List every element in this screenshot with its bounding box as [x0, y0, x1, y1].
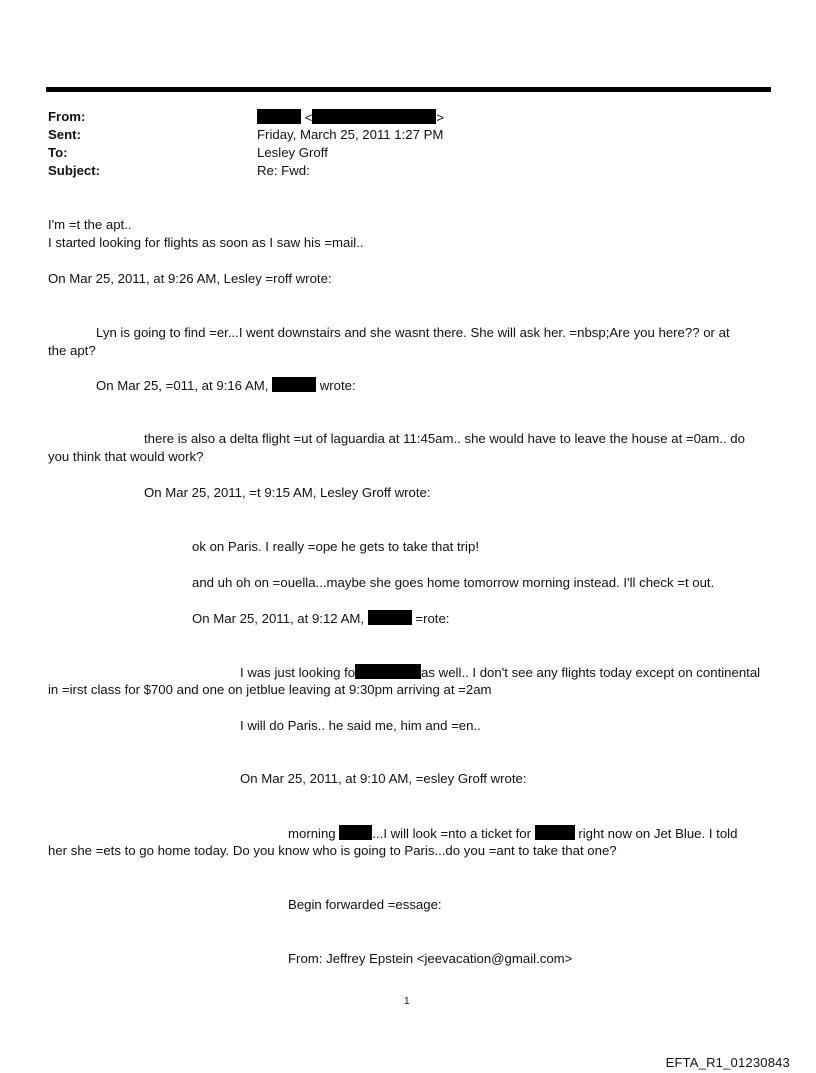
body-line [240, 664, 760, 680]
header-rule [46, 87, 771, 92]
body-line: I started looking for flights as soon as I saw his =mail.. [48, 235, 364, 250]
body-line: I will do Paris.. he said me, him and =en.. [240, 718, 481, 733]
attribution-text: wrote: [319, 378, 356, 393]
page-number: 1 [404, 996, 410, 1007]
redaction-box [257, 109, 301, 124]
forwarded-from: From: Jeffrey Epstein <jeevacation@gmail.com> [288, 951, 573, 966]
body-line: and uh oh on =ouella...maybe she goes home tomorrow morning instead. I'll check =t out. [192, 575, 715, 590]
body-line: there is also a delta flight =ut of laguardia at 11:45am.. she would have to leave the house at =0am.. do [144, 431, 745, 446]
redaction-box [535, 825, 575, 840]
redaction-box [368, 610, 412, 625]
body-text: ...I will look =nto a ticket for [372, 826, 532, 841]
subject-label: Subject: [48, 163, 101, 178]
body-line: her she =ets to go home today. Do you know who is going to Paris...do you =ant to take that one? [48, 843, 617, 858]
body-line: Lyn is going to find =er...I went downstairs and she wasnt there. She will ask her. =nbsp;Are you here?? or at [96, 325, 730, 340]
sent-value: Friday, March 25, 2011 1:27 PM [257, 127, 444, 142]
to-value: Lesley Groff [257, 145, 328, 160]
body-text: I was just looking fo [240, 665, 356, 680]
to-label: To: [48, 145, 68, 160]
attribution-text: On Mar 25, 2011, at 9:12 AM, [192, 611, 365, 626]
body-line: Begin forwarded =essage: [288, 897, 442, 912]
body-line: you think that would work? [48, 449, 204, 464]
body-line: ok on Paris. I really =ope he gets to take that trip! [192, 539, 479, 554]
quote-attribution [192, 610, 449, 626]
body-line: I'm =t the apt.. [48, 217, 132, 232]
attribution-text: On Mar 25, =011, at 9:16 AM, [96, 378, 269, 393]
quote-attribution: On Mar 25, 2011, at 9:10 AM, =esley Groff wrote: [240, 771, 527, 786]
redaction-box [339, 825, 372, 840]
body-line: the apt? [48, 343, 96, 358]
body-line: in =irst class for $700 and one on jetblue leaving at 9:30pm arriving at =2am [48, 682, 492, 697]
quote-attribution [96, 377, 356, 393]
bates-number: EFTA_R1_01230843 [665, 1055, 790, 1070]
quote-attribution: On Mar 25, 2011, =t 9:15 AM, Lesley Groff wrote: [144, 485, 431, 500]
redaction-box [312, 109, 436, 124]
body-text: as well.. I don't see any flights today except on continental [421, 665, 761, 680]
from-lt: < [304, 110, 313, 125]
from-gt: > [436, 110, 445, 125]
quote-attribution: On Mar 25, 2011, at 9:26 AM, Lesley =roff wrote: [48, 271, 332, 286]
subject-value: Re: Fwd: [257, 163, 310, 178]
sent-label: Sent: [48, 127, 81, 142]
redaction-box [272, 377, 316, 392]
redaction-box [355, 664, 421, 679]
body-text: morning [288, 826, 336, 841]
attribution-text: =rote: [415, 611, 450, 626]
body-text: right now on Jet Blue. I told [578, 826, 738, 841]
body-line [288, 825, 737, 841]
from-value [257, 109, 444, 125]
from-label: From: [48, 109, 86, 124]
